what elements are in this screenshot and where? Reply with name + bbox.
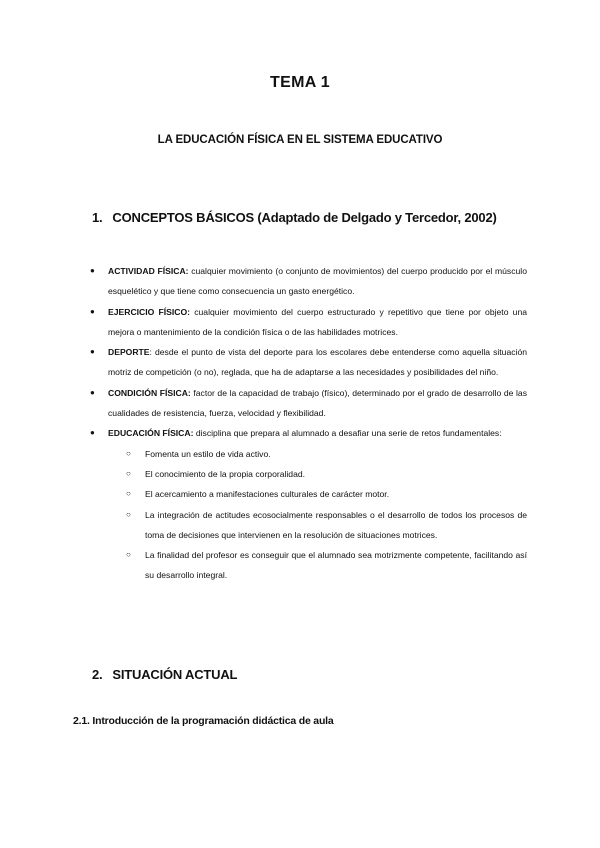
definitions-list — [90, 261, 527, 586]
definition-item — [90, 383, 527, 424]
sub-bullet-icon: ○ — [126, 448, 131, 458]
section-number: 1. — [92, 210, 103, 225]
fundamental-item — [126, 505, 527, 546]
fundamental-item — [126, 545, 527, 586]
section-number: 2. — [92, 667, 103, 682]
section-title: CONCEPTOS BÁSICOS (Adaptado de Delgado y Tercedor, 2002) — [112, 210, 497, 225]
definition-term: ACTIVIDAD FÍSICA: — [108, 266, 189, 276]
bullet-icon: ● — [90, 387, 95, 397]
bullet-icon: ● — [90, 428, 95, 438]
sub-bullet-icon: ○ — [126, 468, 131, 478]
fundamental-item — [126, 444, 527, 464]
document-title: TEMA 1 — [270, 74, 330, 91]
document-subtitle: LA EDUCACIÓN FÍSICA EN EL SISTEMA EDUCATIVO — [157, 134, 443, 146]
fundamental-text: La integración de actitudes ecosocialmente responsables o el desarrollo de todos los procesos de toma de decisiones que intervienen en la resolución de situaciones motrices. — [145, 509, 527, 540]
subsection-heading: 2.1. Introducción de la programación didáctica de aula — [73, 715, 334, 727]
fundamental-text: El conocimiento de la propia corporalidad. — [145, 468, 306, 479]
bullet-icon: ● — [90, 306, 95, 316]
definition-text: cualquier movimiento del cuerpo estructurado y repetitivo que tiene por objeto una mejora o mantenimiento de la condición física o de las habilidades motrices. — [108, 306, 528, 337]
fundamental-text: El acercamiento a manifestaciones culturales de carácter motor. — [145, 489, 390, 500]
definition-text: disciplina que prepara al alumnado a desafiar una serie de retos fundamentales: — [193, 428, 502, 439]
sub-bullet-icon: ○ — [126, 509, 131, 519]
fundamental-text: Fomenta un estilo de vida activo. — [145, 448, 271, 459]
sub-bullet-icon: ○ — [126, 550, 131, 560]
bullet-icon: ● — [90, 266, 95, 275]
section-heading-2 — [92, 667, 237, 682]
definition-item — [90, 342, 527, 383]
definition-text: : desde el punto de vista del deporte para los escolares debe entenderse como aquella situación motriz de competición (o no), reglada, que ha de adaptarse a las necesidades y posibilidades del niño. — [108, 347, 527, 378]
definition-term: DEPORTE — [108, 347, 150, 358]
section-title: SITUACIÓN ACTUAL — [112, 667, 238, 682]
definition-item — [90, 302, 527, 343]
fundamentals-list — [126, 444, 527, 586]
definition-term: CONDICIÓN FÍSICA: — [108, 387, 191, 398]
definition-item — [90, 423, 527, 585]
definition-text: cualquier movimiento (o conjunto de movimientos) del cuerpo producido por el músculo esquelético y que tiene como consecuencia un gasto energético. — [108, 266, 527, 297]
bullet-icon: ● — [90, 347, 95, 357]
definition-term: EJERCICIO FÍSICO: — [108, 306, 191, 317]
fundamental-text: La finalidad del profesor es conseguir que el alumnado sea motrizmente competente, facilitando así su desarrollo integral. — [145, 550, 527, 581]
sub-bullet-icon: ○ — [126, 489, 131, 499]
definition-text: factor de la capacidad de trabajo (físico), determinado por el grado de desarrollo de las cualidades de resistencia, fuerza, velocidad y flexibilidad. — [108, 387, 527, 419]
definition-item — [90, 261, 527, 302]
fundamental-item — [126, 484, 527, 504]
section-heading-1 — [92, 210, 497, 225]
definition-term: EDUCACIÓN FÍSICA: — [108, 428, 194, 439]
fundamental-item — [126, 464, 527, 484]
